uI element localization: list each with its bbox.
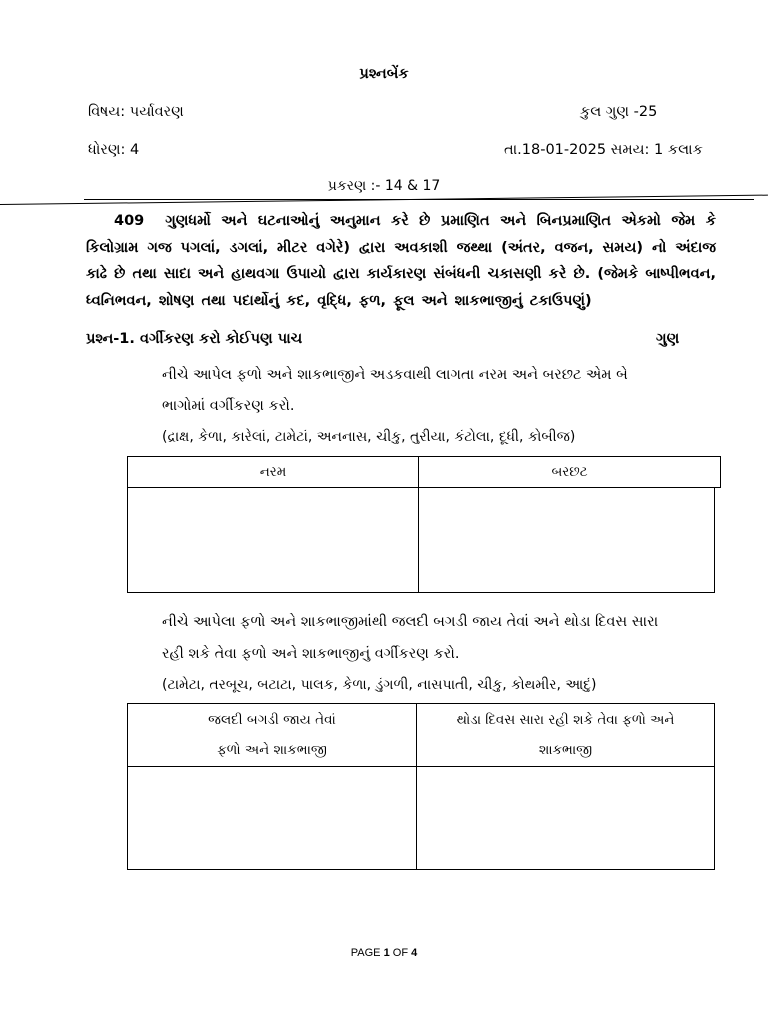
part-b-items: (ટામેટા, તરબૂચ, બટાટા, પાલક, કેળા, ડુંગળી, નાસપાતી, ચીકુ, કોથમીર, આદું): [162, 677, 597, 693]
answer-cell-perishable: [128, 767, 417, 870]
footer-of-word: OF: [392, 947, 409, 959]
column-header-perishable: [128, 704, 417, 767]
part-b-instruction-line1: નીચે આપેલા ફળો અને શાકભાજીમાંથી જલદી બગડી જાય તેવાં અને થોડા દિવસ સારા: [162, 614, 659, 630]
column-header-lasting: [417, 704, 715, 767]
answer-cell-lasting: [417, 767, 715, 870]
part-b-table: [127, 703, 715, 870]
part-a-table-header: [127, 456, 721, 488]
footer-current-page: 1: [383, 947, 390, 959]
subject-label: વિષય: પર્યાવરણ: [88, 104, 184, 120]
part-a-instruction-line2: ભાગોમાં વર્ગીકરણ કરો.: [162, 398, 295, 414]
footer-total-pages: 4: [411, 947, 418, 959]
column-header-rough: બરછટ: [419, 457, 721, 488]
date-time: તા.18-01-2025 સમય: 1 કલાક: [504, 142, 703, 158]
part-b-instruction-line2: રહી શકે તેવા ફળો અને શાકભાજીનું વર્ગીકરણ કરો.: [162, 646, 460, 662]
part-a-table-body: [127, 487, 715, 593]
page-title: પ્રશ્નબેંક: [359, 66, 409, 82]
learning-outcome: [86, 208, 716, 314]
lasting-header-line2: શાકભાજી: [538, 742, 593, 758]
total-marks: કુલ ગુણ -25: [580, 104, 658, 120]
page-footer: [0, 947, 768, 959]
marks-label: ગુણ: [656, 331, 680, 347]
outcome-text: ગુણધર્મો અને ઘટનાઓનું અનુમાન કરે છે પ્રમાણિત અને બિનપ્રમાણિત એકમો જેમ કે કિલોગ્રામ ગજ પગલાં, ડગલાં, મીટર વગેરે) દ્વારા અવકાશી જથ્થા (અંતર, વજન, સમય) નો અંદાજ કાઢે છે તથા સાદા અને હાથવગા ઉપાયો દ્વારા કાર્યકારણ સંબંધની ચકાસણી કરે છે. (જેમકે બાષ્પીભવન, ધ્વનિભવન, શોષણ તથા પદાર્થોનું કદ, વૃદ્ધિ, ફળ, ફૂલ અને શાકભાજીનું ટકાઉપણું): [86, 213, 716, 309]
answer-cell-soft: [128, 488, 419, 593]
column-header-soft: નરમ: [128, 457, 419, 488]
perishable-header-line2: ફળો અને શાકભાજી: [217, 742, 327, 758]
part-a-items: (દ્રાક્ષ, કેળા, કારેલાં, ટામેટાં, અનનાસ, ચીકુ, તુરીયા, કંટોલા, દૂધી, કોબીજ): [162, 429, 576, 445]
perishable-header-line1: જલદી બગડી જાય તેવાં: [208, 712, 336, 728]
part-a-instruction-line1: નીચે આપેલ ફળો અને શાકભાજીને અડકવાથી લાગતા નરમ અને બરછટ એમ બે: [162, 367, 628, 383]
footer-page-word: PAGE: [350, 947, 381, 959]
answer-cell-rough: [419, 488, 715, 593]
lasting-header-line1: થોડા દિવસ સારા રહી શકે તેવા ફળો અને: [456, 712, 675, 728]
chapter-label: પ્રકરણ :- 14 & 17: [327, 178, 441, 194]
standard-label: ધોરણ: 4: [88, 142, 140, 158]
question-heading: પ્રશ્ન-1. વર્ગીકરણ કરો કોઈપણ પાચ: [86, 331, 303, 347]
outcome-code: 409: [114, 213, 145, 229]
